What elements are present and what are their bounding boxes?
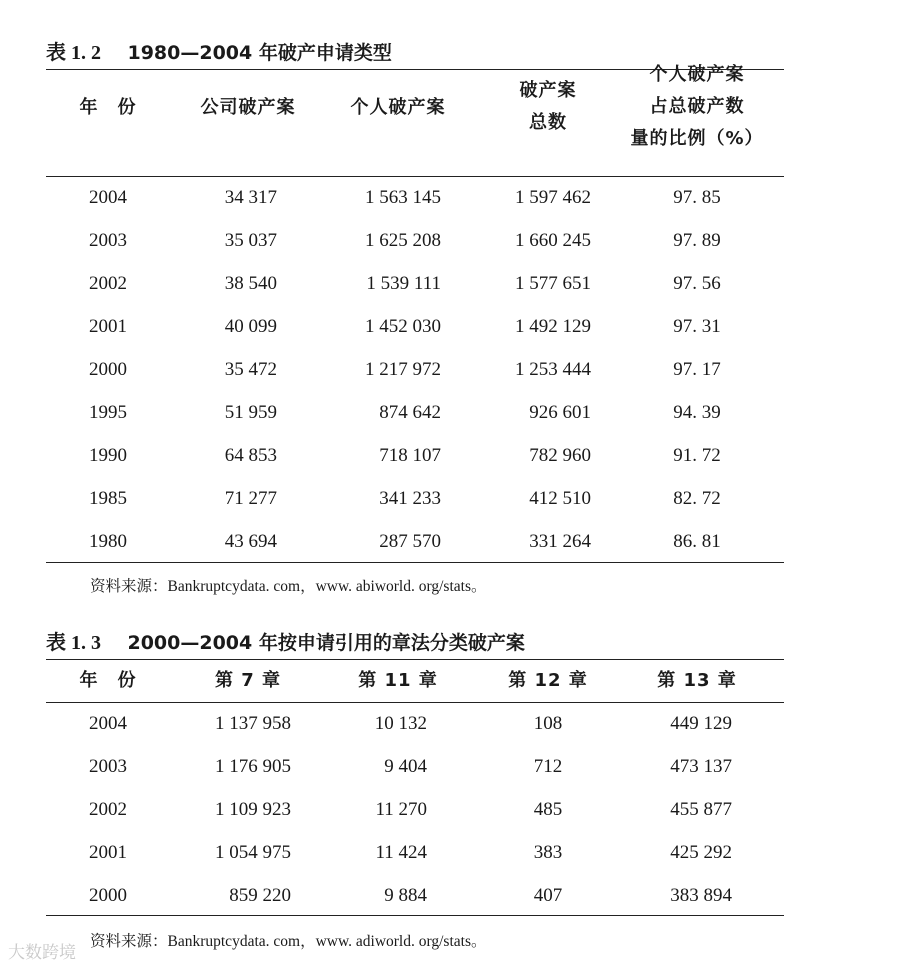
table1-cell: 64 853 bbox=[224, 445, 277, 466]
table2-cell: 383 bbox=[533, 842, 563, 863]
table1-cell: 926 601 bbox=[529, 402, 591, 423]
table1-caption-title: 1980—2004 年破产申请类型 bbox=[127, 42, 392, 64]
table1-header-cell: 占总破产数 bbox=[649, 96, 745, 117]
table1-cell: 91. 72 bbox=[673, 445, 721, 466]
table2-cell: 1 137 958 bbox=[215, 713, 291, 734]
table1-cell: 35 037 bbox=[224, 230, 277, 251]
table2-cell: 108 bbox=[533, 713, 563, 734]
table1-cell: 2001 bbox=[89, 316, 127, 337]
table1-caption-number: 表 1. 2 bbox=[46, 42, 101, 64]
table2-cell: 10 132 bbox=[374, 713, 427, 734]
table2-cell: 1 054 975 bbox=[215, 842, 291, 863]
table2-cell: 1 109 923 bbox=[215, 799, 291, 820]
table2-caption bbox=[46, 626, 525, 655]
table1-cell: 412 510 bbox=[529, 488, 591, 509]
table1-cell: 1 597 462 bbox=[515, 187, 591, 208]
table2-cell: 11 424 bbox=[375, 842, 427, 863]
table1-cell: 97. 56 bbox=[673, 273, 721, 294]
table1-cell: 97. 17 bbox=[673, 359, 721, 380]
table1-cell: 1 577 651 bbox=[515, 273, 591, 294]
table1-source: 资料来源：Bankruptcydata. com，www. abiworld. org/stats。 bbox=[90, 578, 487, 595]
table1-cell: 2000 bbox=[89, 359, 127, 380]
table1-cell: 1 539 111 bbox=[366, 273, 441, 294]
table1-cell: 38 540 bbox=[224, 273, 277, 294]
table1-cell: 97. 85 bbox=[673, 187, 721, 208]
table2-cell: 9 884 bbox=[384, 885, 427, 906]
table1-cell: 2003 bbox=[89, 230, 127, 251]
table2-header-cell: 第 7 章 bbox=[214, 670, 282, 691]
table1-cell: 40 099 bbox=[224, 316, 277, 337]
table1-header-cell: 公司破产案 bbox=[200, 97, 296, 118]
table1-cell: 718 107 bbox=[379, 445, 441, 466]
table1-cell: 1980 bbox=[89, 531, 127, 552]
table1-cell: 97. 89 bbox=[673, 230, 721, 251]
table2-cell: 9 404 bbox=[384, 756, 427, 777]
table1-cell: 1 217 972 bbox=[365, 359, 441, 380]
table1-header-cell: 个人破产案 bbox=[649, 64, 745, 85]
table1-cell: 331 264 bbox=[529, 531, 591, 552]
table1-cell: 874 642 bbox=[379, 402, 441, 423]
table1-cell: 35 472 bbox=[224, 359, 277, 380]
table1-cell: 43 694 bbox=[224, 531, 277, 552]
table1-cell: 86. 81 bbox=[673, 531, 721, 552]
table1-cell: 94. 39 bbox=[673, 402, 721, 423]
table1-cell: 287 570 bbox=[379, 531, 441, 552]
table1-cell: 1 563 145 bbox=[365, 187, 441, 208]
table1-cell: 1 492 129 bbox=[515, 316, 591, 337]
table1-header-rule bbox=[46, 176, 784, 177]
table1-cell: 34 317 bbox=[224, 187, 277, 208]
table1-header-cell: 个人破产案 bbox=[350, 97, 446, 118]
table1-cell: 1985 bbox=[89, 488, 127, 509]
table2-cell: 2004 bbox=[89, 713, 127, 734]
table1-cell: 97. 31 bbox=[673, 316, 721, 337]
table1-cell: 71 277 bbox=[224, 488, 277, 509]
table1-caption bbox=[46, 36, 392, 65]
table2-header-cell: 第 13 章 bbox=[657, 670, 737, 691]
table2-cell: 383 894 bbox=[670, 885, 732, 906]
table1-header-cell: 破产案 bbox=[519, 80, 577, 101]
table1-cell: 1995 bbox=[89, 402, 127, 423]
table2-cell: 485 bbox=[533, 799, 563, 820]
table2-header-cell: 第 11 章 bbox=[358, 670, 438, 691]
table1-cell: 1 253 444 bbox=[515, 359, 591, 380]
table1-cell: 1 452 030 bbox=[365, 316, 441, 337]
table2-header-rule bbox=[46, 702, 784, 703]
table1-cell: 1990 bbox=[89, 445, 127, 466]
table1-cell: 1 625 208 bbox=[365, 230, 441, 251]
table1-cell: 2004 bbox=[89, 187, 127, 208]
table1-cell: 341 233 bbox=[379, 488, 441, 509]
table1-header-cell: 年 份 bbox=[79, 97, 137, 118]
table2-cell: 712 bbox=[533, 756, 563, 777]
table2-cell: 407 bbox=[533, 885, 563, 906]
watermark: 大数跨境 bbox=[8, 943, 76, 963]
table2-header-cell: 第 12 章 bbox=[508, 670, 588, 691]
table2-cell: 455 877 bbox=[670, 799, 732, 820]
table2-caption-title: 2000—2004 年按申请引用的章法分类破产案 bbox=[127, 632, 525, 654]
table1-cell: 82. 72 bbox=[673, 488, 721, 509]
table1-cell: 51 959 bbox=[224, 402, 277, 423]
table2-cell: 2000 bbox=[89, 885, 127, 906]
table2-source: 资料来源：Bankruptcydata. com，www. adiworld. org/stats。 bbox=[90, 933, 487, 950]
table2-cell: 859 220 bbox=[229, 885, 291, 906]
table1-cell: 2002 bbox=[89, 273, 127, 294]
table1-header-cell: 量的比例（%） bbox=[630, 128, 764, 149]
table2-cell: 425 292 bbox=[670, 842, 732, 863]
table1-bottom-rule bbox=[46, 562, 784, 563]
table2-cell: 473 137 bbox=[670, 756, 732, 777]
table2-cell: 2002 bbox=[89, 799, 127, 820]
table2-cell: 2003 bbox=[89, 756, 127, 777]
table1-cell: 782 960 bbox=[529, 445, 591, 466]
table2-cell: 11 270 bbox=[375, 799, 427, 820]
table1-cell: 1 660 245 bbox=[515, 230, 591, 251]
table2-bottom-rule bbox=[46, 915, 784, 916]
table2-header-cell: 年 份 bbox=[79, 670, 137, 691]
table2-cell: 449 129 bbox=[670, 713, 732, 734]
table2-top-rule bbox=[46, 659, 784, 660]
table2-cell: 2001 bbox=[89, 842, 127, 863]
table1-header-cell: 总数 bbox=[529, 112, 567, 133]
table2-caption-number: 表 1. 3 bbox=[46, 632, 101, 654]
table2-cell: 1 176 905 bbox=[215, 756, 291, 777]
